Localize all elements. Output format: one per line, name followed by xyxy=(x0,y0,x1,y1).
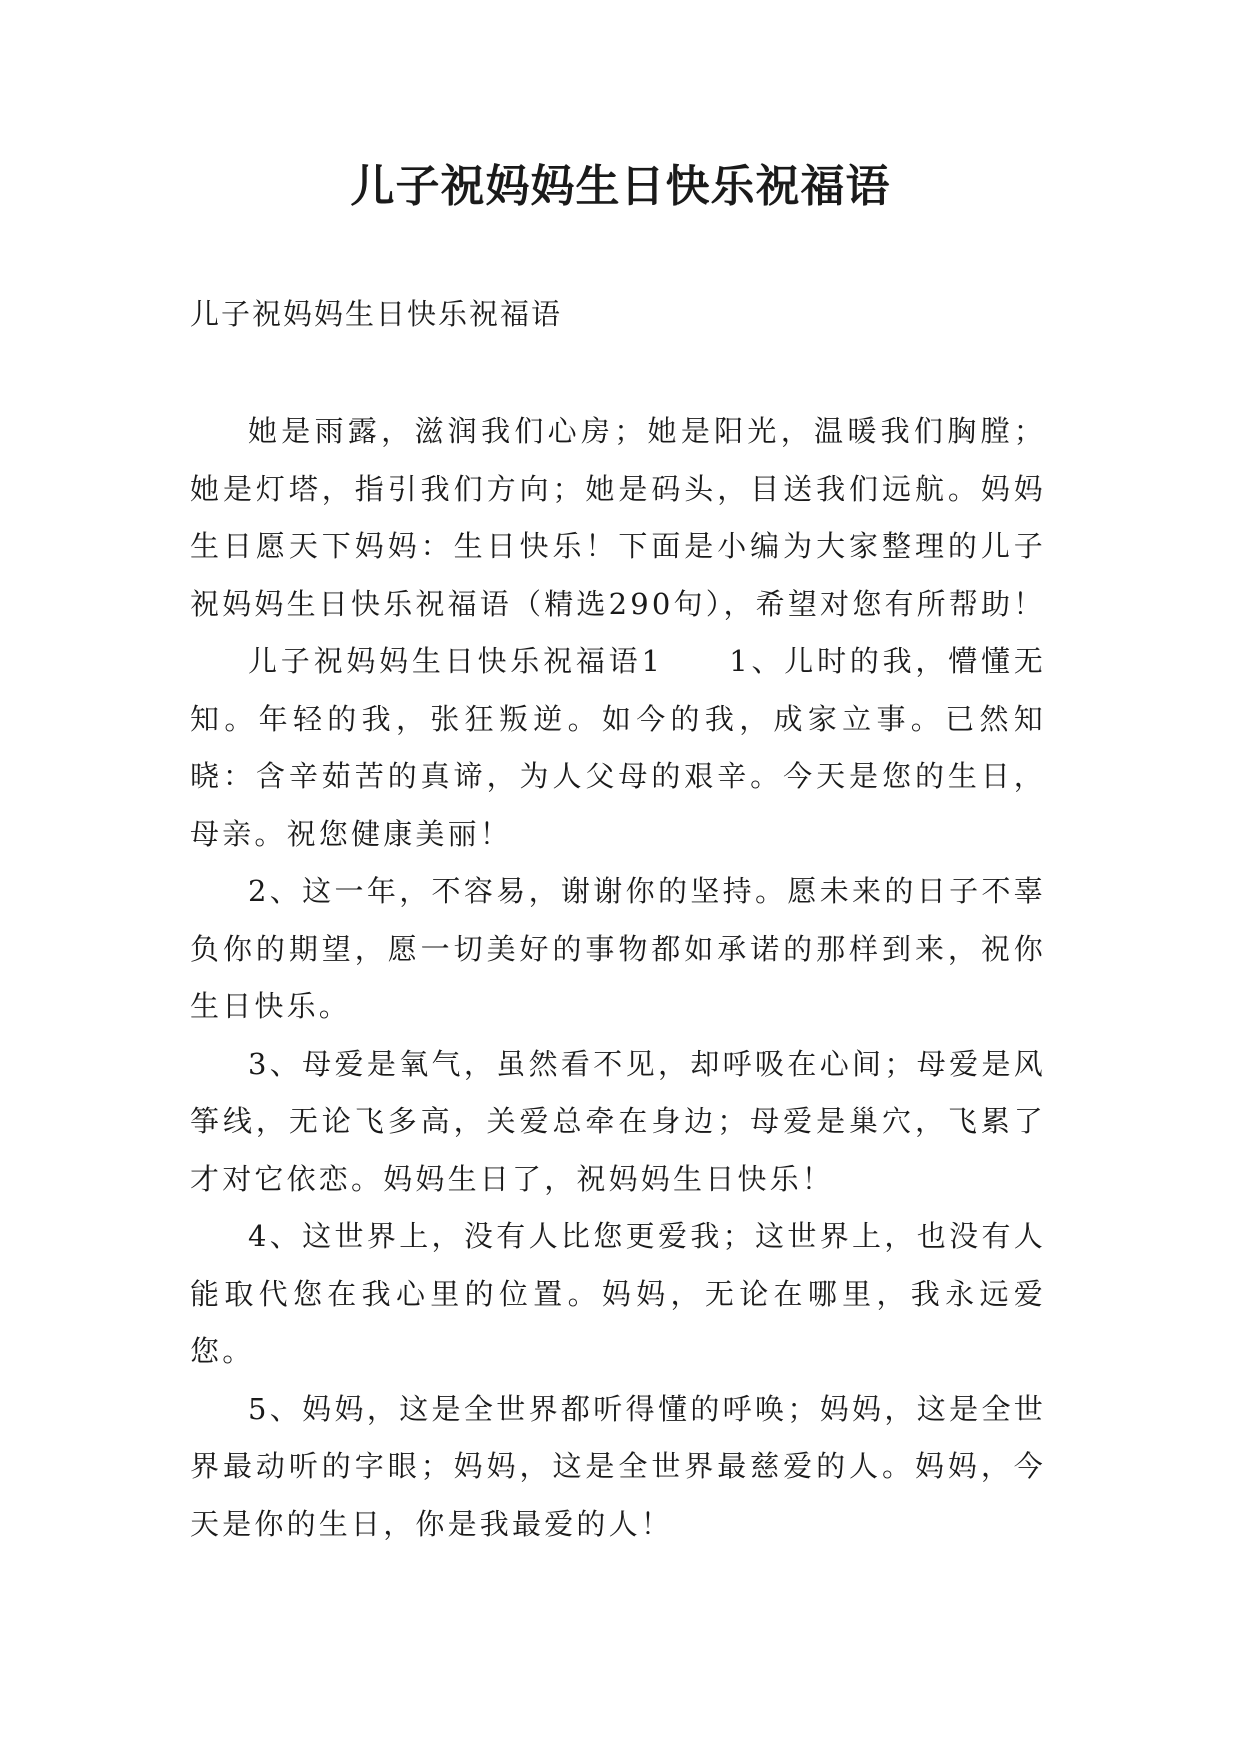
paragraph-wish-5: 5、妈妈，这是全世界都听得懂的呼唤；妈妈，这是全世界最动听的字眼；妈妈，这是全世界最慈爱的人。妈妈，今天是你的生日，你是我最爱的人！ xyxy=(190,1391,1046,1541)
document-title: 儿子祝妈妈生日快乐祝福语 xyxy=(350,161,891,212)
paragraph-wish-2: 2、这一年，不容易，谢谢你的坚持。愿未来的日子不辜负你的期望，愿一切美好的事物都如承诺的那样到来，祝你生日快乐。 xyxy=(190,874,1046,1023)
paragraph-wish-3: 3、母爱是氧气，虽然看不见，却呼吸在心间；母爱是风筝线，无论飞多高，关爱总牵在身边；母爱是巢穴，飞累了才对它依恋。妈妈生日了，祝妈妈生日快乐！ xyxy=(190,1046,1046,1196)
document-subtitle: 儿子祝妈妈生日快乐祝福语 xyxy=(190,297,563,331)
paragraph-wish-1: 儿子祝妈妈生日快乐祝福语1 1、儿时的我，懵懂无知。年轻的我，张狂叛逆。如今的我，成家立事。已然知晓：含辛茹苦的真谛，为人父母的艰辛。今天是您的生日，母亲。祝您健康美丽！ xyxy=(190,644,1046,851)
paragraph-wish-4: 4、这世界上，没有人比您更爱我；这世界上，也没有人能取代您在我心里的位置。妈妈，无论在哪里，我永远爱您。 xyxy=(190,1219,1046,1368)
document-body xyxy=(190,403,1046,1553)
paragraph-intro: 她是雨露，滋润我们心房；她是阳光，温暖我们胸膛；她是灯塔，指引我们方向；她是码头，目送我们远航。妈妈生日愿天下妈妈：生日快乐！下面是小编为大家整理的儿子祝妈妈生日快乐祝福语（精选290句），希望对您有所帮助！ xyxy=(190,414,1046,621)
